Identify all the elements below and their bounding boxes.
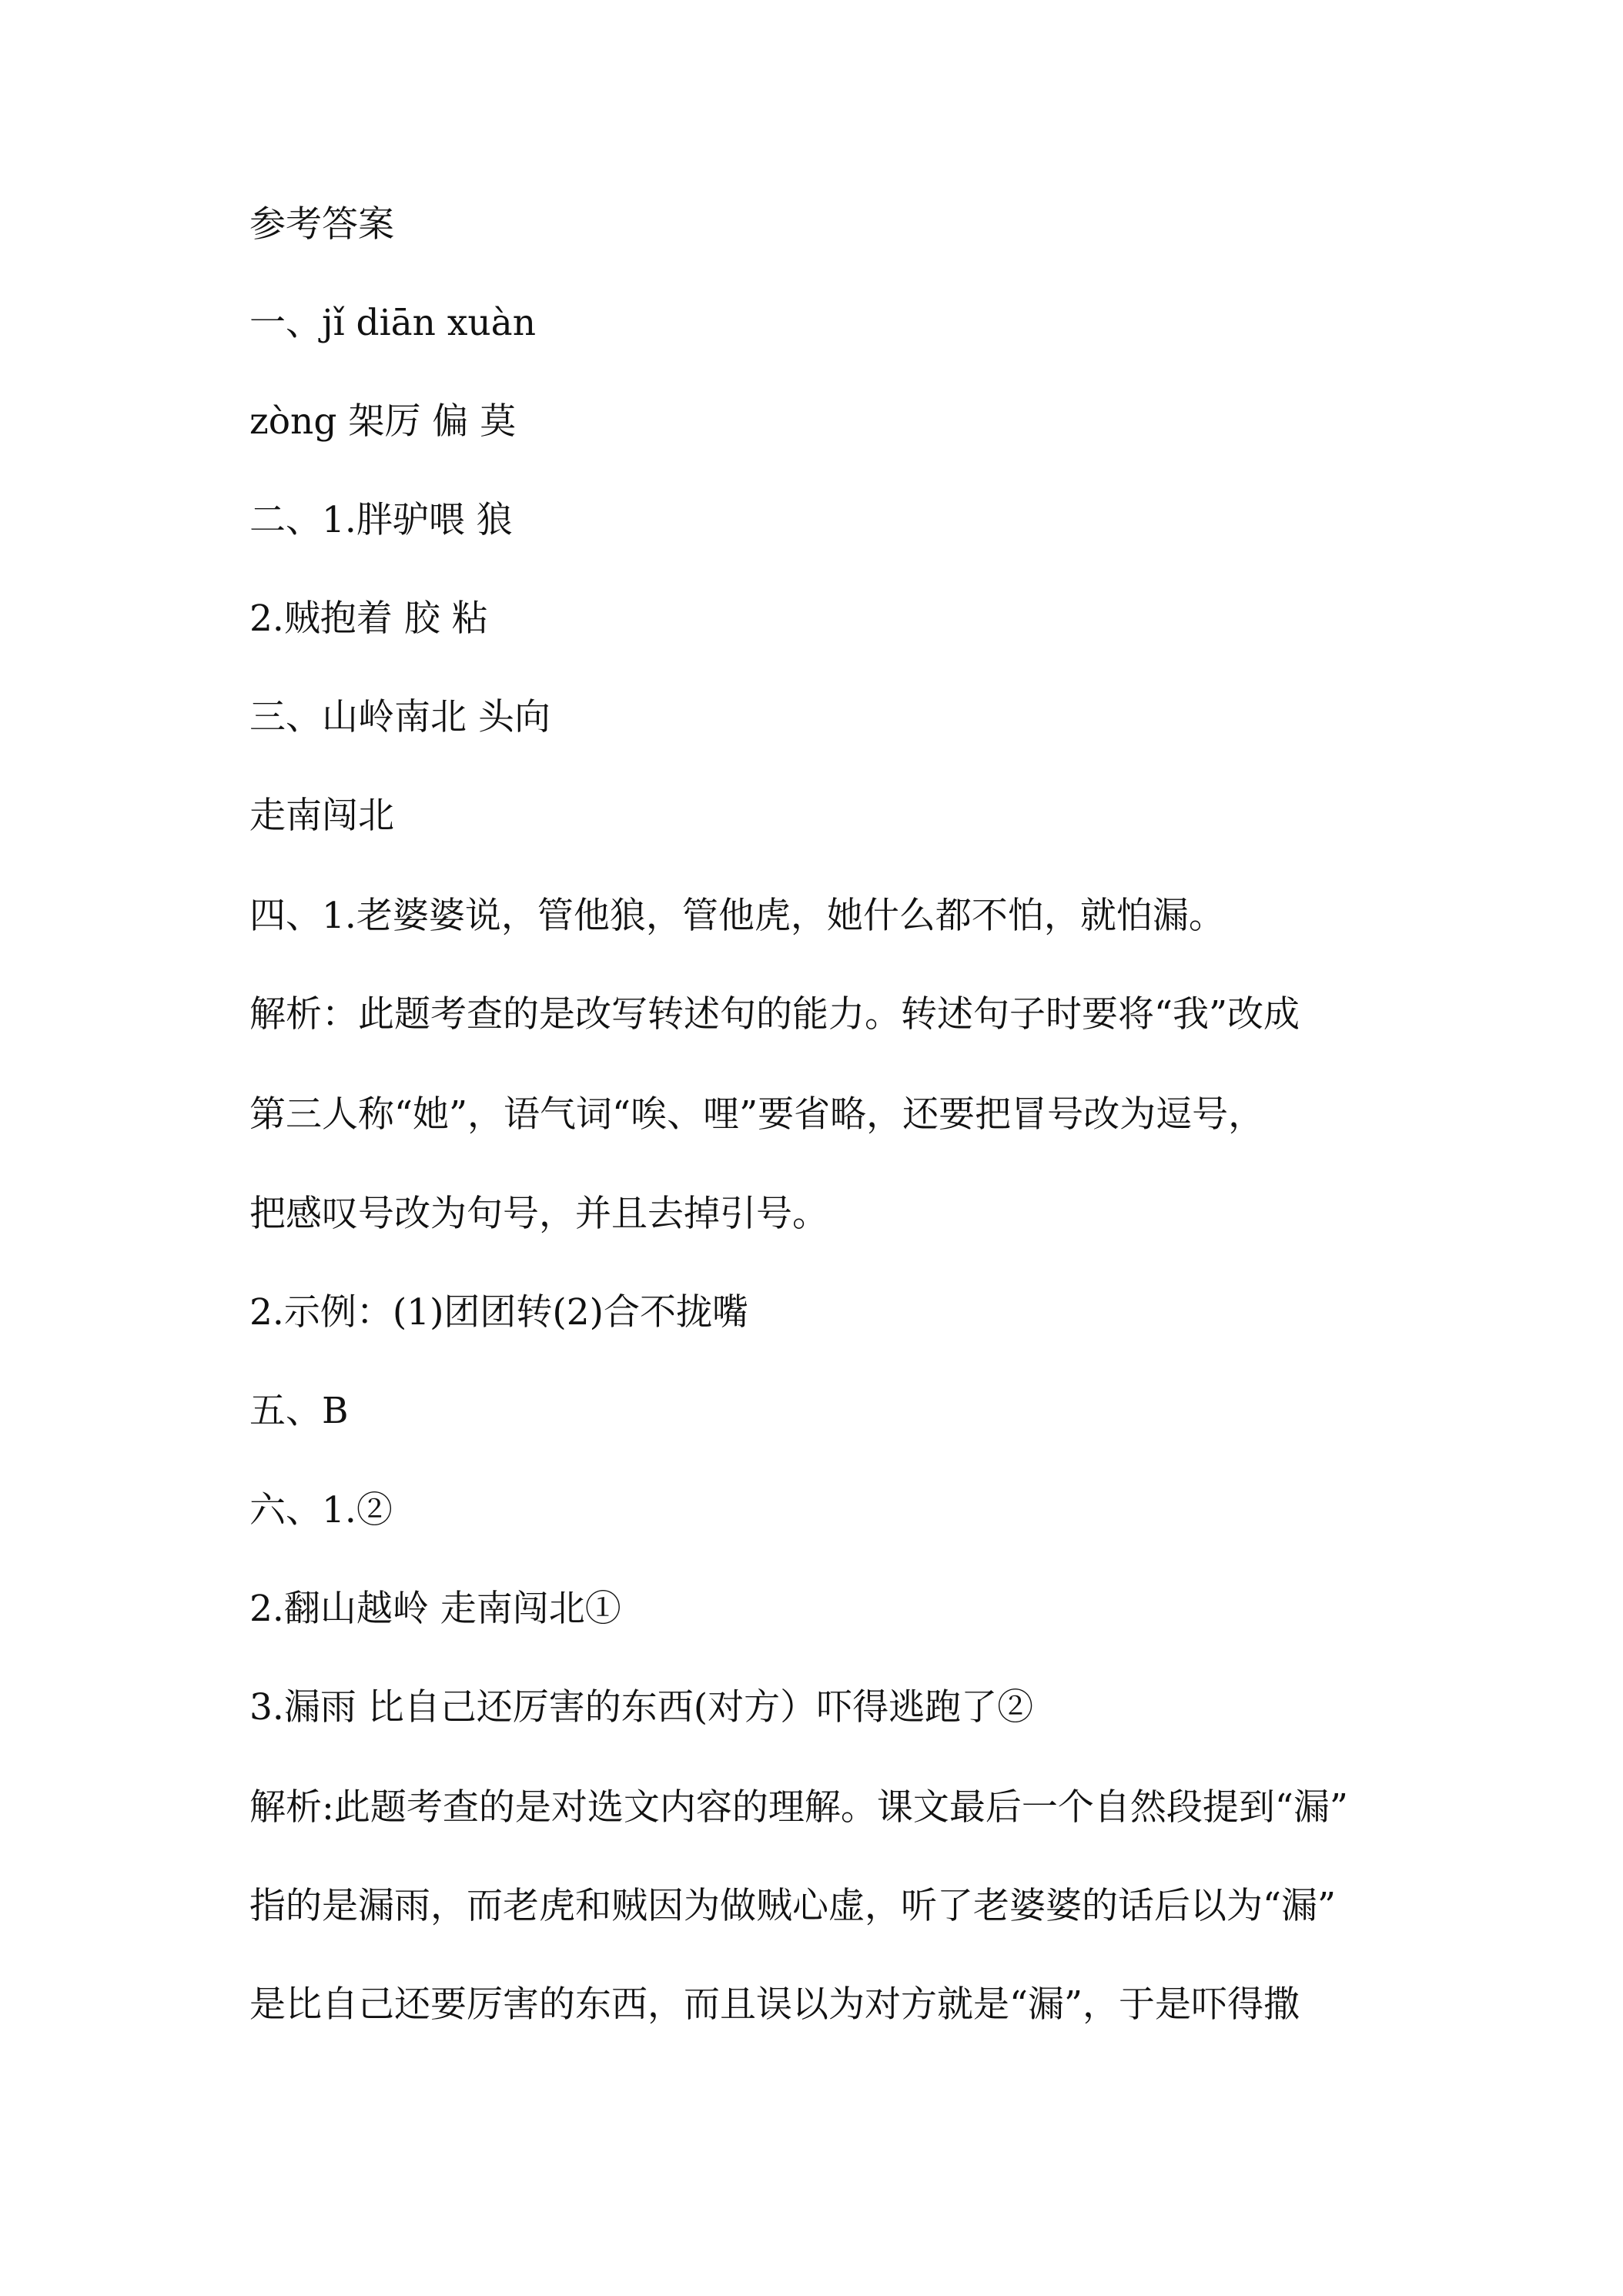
section-4-analysis-line-1: 解析：此题考查的是改写转述句的能力。转述句子时要将“我”改成 — [249, 993, 1300, 1036]
section-6-analysis-line-2: 指的是漏雨，而老虎和贼因为做贼心虚，听了老婆婆的话后以为“漏” — [249, 1885, 1337, 1927]
section-1-characters: zòng 架厉 偏 莫 — [249, 400, 517, 443]
section-2-item-1: 二、1.胖驴喂 狼 — [249, 499, 513, 541]
section-6-item-2: 2.翻山越岭 走南闯北① — [249, 1588, 621, 1630]
section-4-item-1: 四、1.老婆婆说，管他狼，管他虎，她什么都不怕，就怕漏。 — [249, 895, 1225, 937]
section-1-pinyin: 一、jǐ diān xuàn — [249, 302, 536, 344]
section-4-analysis-line-2: 第三人称“她”，语气词“唉、哩”要省略，还要把冒号改为逗号， — [249, 1093, 1265, 1136]
section-6-item-3: 3.漏雨 比自己还厉害的东西(对方）吓得逃跑了② — [249, 1686, 1034, 1729]
section-6-analysis-line-1: 解析:此题考查的是对选文内容的理解。课文最后一个自然段提到“漏” — [249, 1786, 1348, 1829]
section-4-analysis-line-3: 把感叹号改为句号，并且去掉引号。 — [249, 1193, 828, 1235]
section-6-item-1: 六、1.② — [249, 1489, 393, 1531]
section-3-line-2: 走南闯北 — [249, 795, 394, 837]
section-6-analysis-line-3: 是比自己还要厉害的东西，而且误以为对方就是“漏”，于是吓得撒 — [249, 1983, 1300, 2026]
section-4-item-2: 2.示例：(1)团团转(2)合不拢嘴 — [249, 1291, 748, 1334]
answer-title: 参考答案 — [249, 203, 394, 246]
section-5-answer: 五、B — [249, 1390, 349, 1432]
section-3-line-1: 三、山岭南北 头向 — [249, 696, 550, 738]
section-2-item-2: 2.贼抱着 胶 粘 — [249, 597, 488, 640]
